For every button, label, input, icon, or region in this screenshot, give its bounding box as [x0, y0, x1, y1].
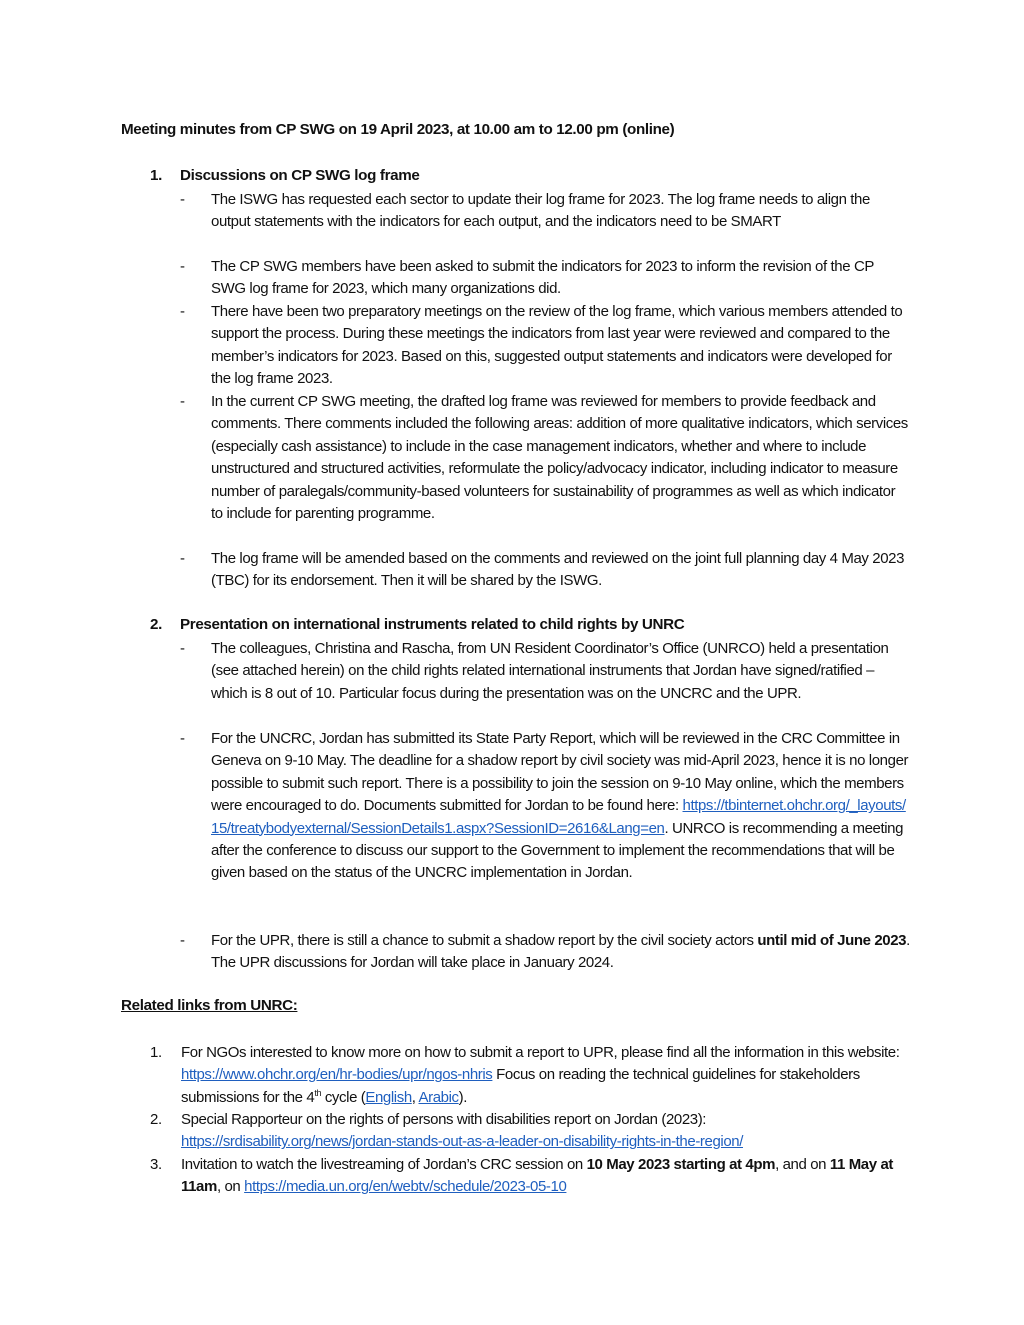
- document-title: Meeting minutes from CP SWG on 19 April 2023, at 10.00 am to 12.00 pm (online): [121, 121, 675, 138]
- section-heading: [150, 167, 420, 184]
- list-item: - The CP SWG members have been asked to submit the indicators for 2023 to inform the revision of the CP SWG log frame for 2023, which many organizations did.: [180, 258, 874, 298]
- list-item: - The colleagues, Christina and Rascha, from UN Resident Coordinator’s Office (UNRCO) held a presentation (see attached herein) on the child rights related international instruments that Jordan have signed/ratified – which is 8 out of 10. Particular focus during the presentation was on the UNCRC and the UPR.: [180, 640, 889, 702]
- section-number: 1.: [150, 167, 162, 184]
- un-webtv-link[interactable]: https://media.un.org/en/webtv/schedule/2023-05-10: [244, 1178, 567, 1196]
- list-item: 2. Special Rapporteur on the rights of persons with disabilities report on Jordan (2023): https://srdisability.org/news/jordan-stands-out-as-a-leader-on-disability-rights-in-the-region/: [150, 1111, 743, 1151]
- related-links-heading: Related links from UNRC:: [121, 997, 298, 1014]
- section-title: Presentation on international instruments related to child rights by UNRC: [180, 616, 685, 633]
- list-item: - For the UPR, there is still a chance to submit a shadow report by the civil society actors until mid of June 2023. The UPR discussions for Jordan will take place in January 2024.: [180, 932, 910, 972]
- section-title: Discussions on CP SWG log frame: [180, 167, 420, 184]
- list-item: - In the current CP SWG meeting, the drafted log frame was reviewed for members to provide feedback and comments. There comments included the following areas: addition of more qualitative indicators, which services (especially cash assistance) to include in the case management indicators, whether and where to include unstructured and structured activities, reformulate the policy/advocacy indicator, including indicator to measure number of paralegals/community-based volunteers for sustainability of programmes as well as which indicator to include for parenting programme.: [180, 393, 908, 523]
- ohchr-session-link[interactable]: https://tbinternet.ohchr.org/_layouts/15/treatybodyexternal/SessionDetails1.aspx?SessionID=2616&Lang=en: [211, 797, 906, 837]
- list-item: - There have been two preparatory meetings on the review of the log frame, which various members attended to support the process. During these meetings the indicators from last year were reviewed and compared to the member’s indicators for 2023. Based on this, suggested output statements and indicators were developed for the log frame 2023.: [180, 303, 903, 388]
- section-number: 2.: [150, 616, 162, 633]
- list-item: 3. Invitation to watch the livestreaming of Jordan’s CRC session on 10 May 2023 starting at 4pm, and on 11 May at 11am, on https://media.un.org/en/webtv/schedule/2023-05-10: [150, 1156, 893, 1196]
- list-item: - The ISWG has requested each sector to update their log frame for 2023. The log frame needs to align the output statements with the indicators for each output, and the indicators need to be SMART: [180, 191, 870, 231]
- list-item: - The log frame will be amended based on the comments and reviewed on the joint full planning day 4 May 2023 (TBC) for its endorsement. Then it will be shared by the ISWG.: [180, 550, 905, 590]
- section-heading: [150, 616, 684, 633]
- english-link[interactable]: English: [365, 1088, 412, 1106]
- arabic-link[interactable]: Arabic: [418, 1088, 459, 1106]
- list-item: 1. For NGOs interested to know more on how to submit a report to UPR, please find all the information in this website: https://www.ohchr.org/en/hr-bodies/upr/ngos-nhris Focus on reading the technical guidelines for stakeholders submissions for the 4th cycle (English, Arabic).: [150, 1044, 900, 1106]
- upr-ngos-link[interactable]: https://www.ohchr.org/en/hr-bodies/upr/ngos-nhris: [181, 1066, 493, 1084]
- srdisability-link[interactable]: https://srdisability.org/news/jordan-stands-out-as-a-leader-on-disability-rights-in-the-region/: [181, 1133, 743, 1151]
- list-item: - For the UNCRC, Jordan has submitted its State Party Report, which will be reviewed in the CRC Committee in Geneva on 9-10 May. The deadline for a shadow report by civil society was mid-April 2023, hence it is no longer possible to submit such report. There is a possibility to join the session on 9-10 May online, which the members were encouraged to do. Documents submitted for Jordan to be found here: https://tbinternet.ohchr.org/_layouts/15/treatybodyexternal/SessionDetails1.aspx?SessionID=2616&Lang=en. UNRCO is recommending a meeting after the conference to discuss our support to the Government to implement the recommendations that will be given based on the status of the UNCRC implementation in Jordan.: [180, 730, 909, 882]
